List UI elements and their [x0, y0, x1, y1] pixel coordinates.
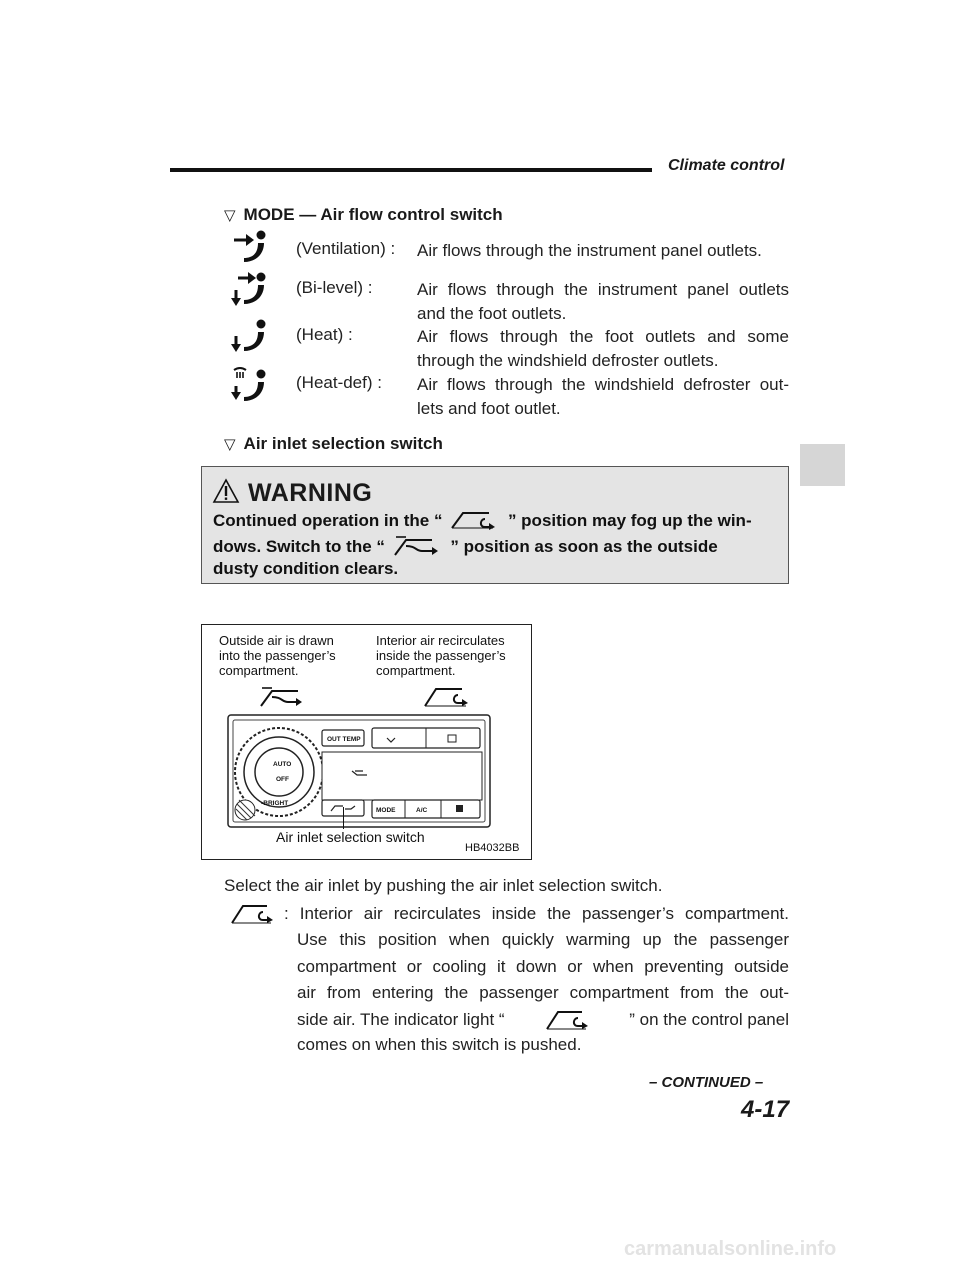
- warning-text: Continued operation in the “: [213, 511, 443, 530]
- mode-desc-line: through the windshield defroster outlets.: [417, 351, 719, 370]
- warning-triangle-icon: [212, 478, 240, 504]
- off-button-label: OFF: [276, 776, 289, 783]
- warning-line-3: dusty condition clears.: [213, 559, 399, 578]
- label-line: compartment.: [219, 663, 299, 678]
- label-line: Interior air recirculates: [376, 633, 505, 648]
- mode-desc-heat: [417, 325, 789, 373]
- recirculate-icon: [449, 510, 497, 530]
- mode-desc-heat-def: [417, 373, 789, 421]
- body-line-6: comes on when this switch is pushed.: [297, 1035, 582, 1054]
- recirculate-icon: [544, 1009, 590, 1031]
- mode-desc-line: Air flows through the foot outlets and some: [417, 327, 789, 346]
- body-line-4: air from entering the passenger compartment from the out-: [297, 983, 789, 1002]
- inlet-heading-text: Air inlet selection switch: [243, 434, 443, 453]
- figure-caption: Air inlet selection switch: [276, 829, 425, 845]
- mode-desc-line: and the foot outlets.: [417, 304, 567, 323]
- mode-name-heat: (Heat) :: [296, 325, 353, 344]
- body-text: ” on the control panel: [629, 1010, 789, 1029]
- body-line-3: compartment or cooling it down or when preventing outside: [297, 957, 789, 976]
- mode-heading: [224, 205, 503, 225]
- recirculate-icon: [229, 903, 275, 925]
- warning-line-2: [213, 535, 718, 557]
- warning-title: WARNING: [248, 479, 373, 507]
- heat-icon: [228, 316, 268, 356]
- climate-control-panel: [227, 714, 491, 828]
- mode-name-heat-def: (Heat-def) :: [296, 373, 382, 392]
- body-line-1: : Interior air recirculates inside the passenger’s compartment.: [284, 904, 789, 923]
- outside-air-icon: [258, 686, 304, 708]
- mode-desc-line: Air flows through the windshield defroster out-: [417, 375, 789, 394]
- continued-label: – CONTINUED –: [649, 1074, 764, 1091]
- warning-text: dows. Switch to the “: [213, 537, 385, 556]
- out-temp-button-label: OUT TEMP: [327, 736, 361, 743]
- triangle-bullet-icon: ▽: [224, 207, 236, 224]
- interior-air-label: [376, 633, 506, 678]
- intro-text: Select the air inlet by pushing the air inlet selection switch.: [224, 876, 663, 895]
- mode-desc-ventilation: Air flows through the instrument panel outlets.: [417, 241, 762, 260]
- bi-level-icon: [228, 268, 268, 308]
- mode-desc-line: Air flows through the instrument panel outlets: [417, 280, 789, 299]
- label-line: into the passenger’s: [219, 648, 336, 663]
- warning-text: ” position as soon as the outside: [450, 537, 718, 556]
- body-line-5: [297, 1009, 789, 1031]
- label-line: inside the passenger’s: [376, 648, 506, 663]
- figure-code: HB4032BB: [465, 842, 520, 854]
- heat-def-icon: [228, 364, 268, 404]
- inlet-heading: [224, 434, 443, 454]
- section-title: Climate control: [668, 157, 785, 174]
- body-text: side air. The indicator light “: [297, 1010, 505, 1029]
- callout-line: [343, 807, 344, 829]
- outside-air-icon: [392, 535, 440, 557]
- mode-name-ventilation: (Ventilation) :: [296, 239, 396, 258]
- ventilation-icon: [228, 224, 268, 264]
- watermark: carmanualsonline.info: [624, 1238, 837, 1260]
- warning-text: ” position may fog up the win-: [507, 511, 752, 530]
- mode-name-bi-level: (Bi-level) :: [296, 278, 373, 297]
- auto-button-label: AUTO: [273, 761, 292, 768]
- mode-heading-text: MODE — Air flow control switch: [243, 205, 503, 224]
- warning-line-1: [213, 510, 752, 531]
- chapter-tab: [800, 444, 845, 486]
- header-rule: [170, 168, 652, 172]
- page-number: 4-17: [741, 1096, 790, 1123]
- recirculate-icon: [422, 686, 470, 708]
- mode-button-label: MODE: [376, 807, 396, 814]
- ac-button-label: A/C: [416, 807, 428, 814]
- triangle-bullet-icon: ▽: [224, 436, 236, 453]
- outside-air-label: [219, 633, 336, 678]
- mode-desc-line: lets and foot outlet.: [417, 399, 561, 418]
- label-line: Outside air is drawn: [219, 633, 334, 648]
- bright-label: •BRIGHT: [261, 800, 289, 807]
- label-line: compartment.: [376, 663, 456, 678]
- mode-desc-bi-level: [417, 278, 789, 326]
- body-line-2: Use this position when quickly warming up the passenger: [297, 930, 789, 949]
